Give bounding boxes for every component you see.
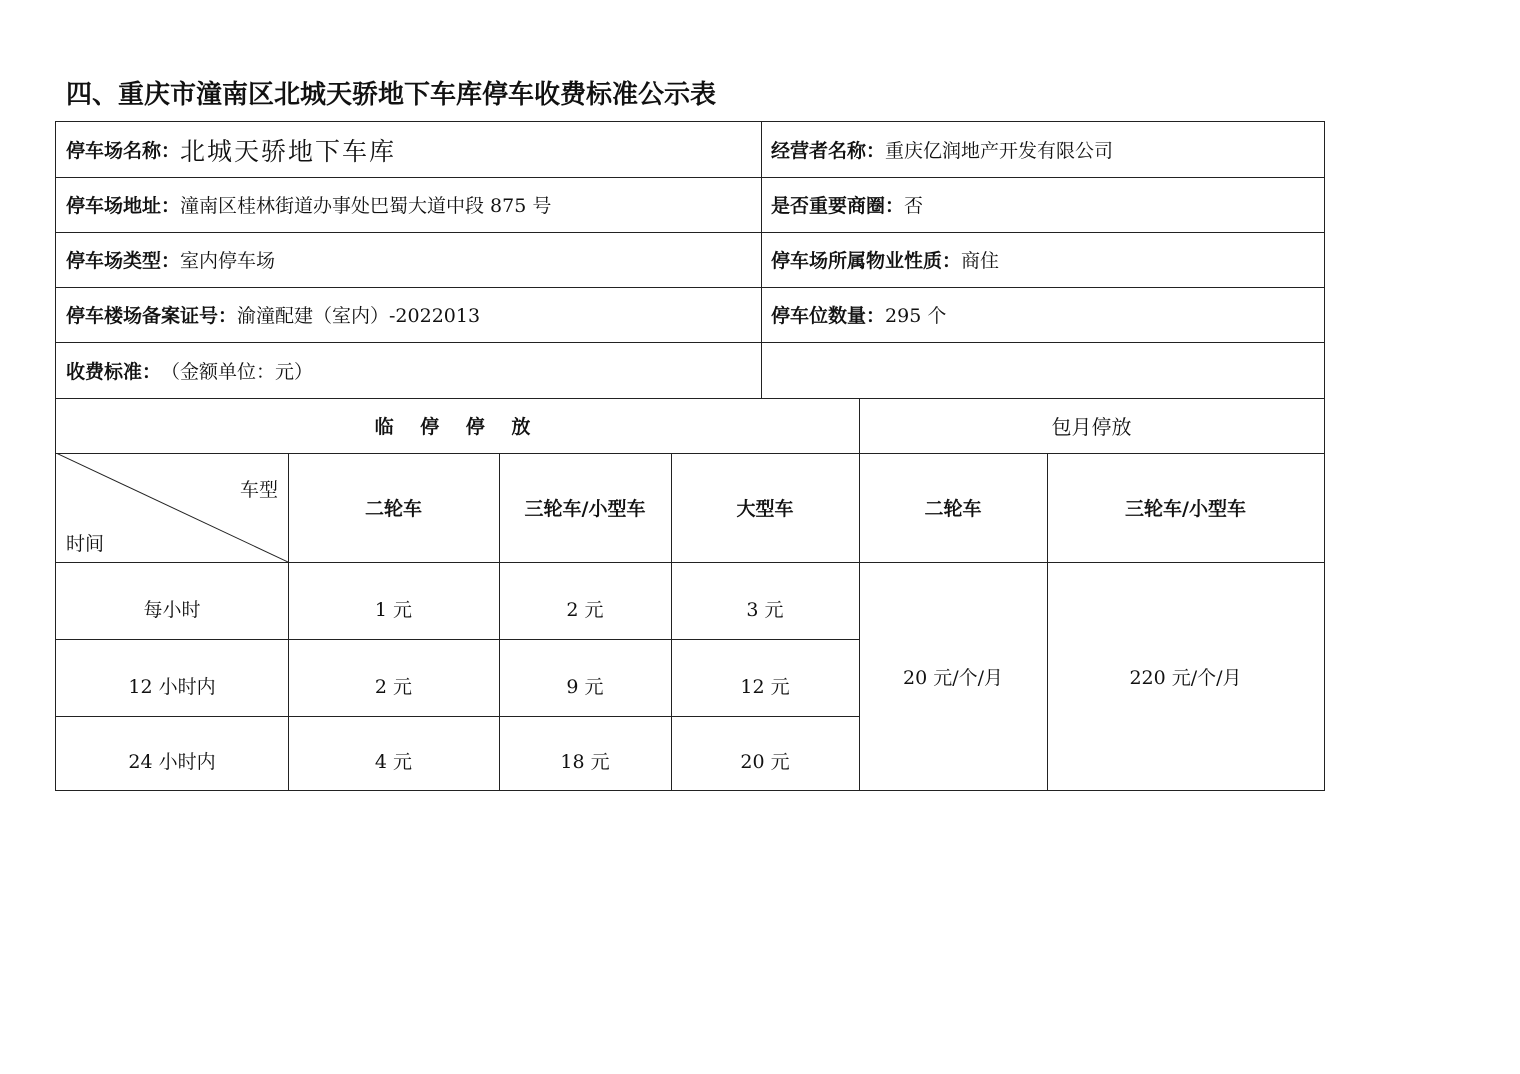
record-label: 停车楼场备案证号：: [66, 305, 238, 327]
lot-name-value: 北城天骄地下车库: [180, 136, 397, 166]
diagonal-header-cell: [56, 453, 288, 562]
lot-name-cell: [56, 122, 761, 177]
row-12h-two-wheel: 2 元: [374, 676, 413, 698]
fee-standard-cell: [56, 342, 761, 398]
property-label: 停车场所属物业性质：: [771, 250, 962, 272]
lot-type-cell: [56, 232, 761, 287]
temporary-parking-header: 临 停 停 放: [374, 416, 541, 438]
row-12h-three-small: 9 元: [566, 676, 604, 698]
fee-standard-label: 收费标准：: [66, 360, 162, 383]
time-label: 时间: [66, 533, 105, 555]
spaces-cell: [761, 287, 1324, 342]
row-24h-three-small: 18 元: [560, 751, 610, 773]
record-cell: [56, 287, 761, 342]
spaces-value: 295 个: [885, 305, 947, 327]
monthly-parking-header: 包月停放: [1051, 415, 1132, 439]
parking-fee-table: [55, 121, 1325, 791]
address-cell: [56, 177, 761, 232]
col-header-large: 大型车: [736, 498, 794, 520]
business-area-value: 否: [904, 195, 924, 217]
col-header-monthly-two-wheel: 二轮车: [924, 498, 982, 520]
empty-cell: [761, 342, 1324, 398]
col-header-two-wheel: 二轮车: [364, 498, 422, 520]
operator-cell: [761, 122, 1324, 177]
business-area-label: 是否重要商圈：: [771, 195, 905, 217]
spaces-label: 停车位数量：: [771, 305, 886, 327]
row-12h-large: 12 元: [740, 676, 790, 698]
vehicle-type-label: 车型: [239, 479, 278, 501]
property-cell: [761, 232, 1324, 287]
record-value: 渝潼配建（室内）-2022013: [237, 305, 481, 327]
row-hourly-two-wheel: 1 元: [374, 599, 413, 621]
monthly-three-small-price: 220 元/个/月: [1129, 667, 1242, 689]
property-value: 商住: [961, 250, 1000, 272]
operator-value: 重庆亿润地产开发有限公司: [885, 140, 1114, 162]
row-24h-two-wheel: 4 元: [374, 751, 413, 773]
lot-type-label: 停车场类型：: [66, 250, 181, 272]
row-hourly-three-small: 2 元: [566, 599, 604, 621]
col-header-monthly-three-small: 三轮车/小型车: [1125, 498, 1246, 520]
col-header-three-small: 三轮车/小型车: [524, 498, 646, 520]
lot-type-value: 室内停车场: [180, 250, 276, 272]
operator-label: 经营者名称：: [771, 140, 886, 162]
fee-standard-value: （金额单位：元）: [161, 360, 314, 383]
address-label: 停车场地址：: [66, 195, 181, 217]
row-12h-time: 12 小时内: [128, 676, 216, 698]
monthly-two-wheel-price: 20 元/个/月: [902, 667, 1004, 689]
row-hourly-time: 每小时: [143, 599, 201, 621]
row-24h-large: 20 元: [740, 751, 790, 773]
lot-name-label: 停车场名称：: [66, 140, 181, 162]
address-value: 潼南区桂林街道办事处巴蜀大道中段 875 号: [180, 195, 552, 217]
row-hourly-large: 3 元: [746, 599, 784, 621]
business-area-cell: [761, 177, 1324, 232]
page-title: 四、重庆市潼南区北城天骄地下车库停车收费标准公示表: [66, 80, 717, 110]
row-24h-time: 24 小时内: [128, 751, 216, 773]
